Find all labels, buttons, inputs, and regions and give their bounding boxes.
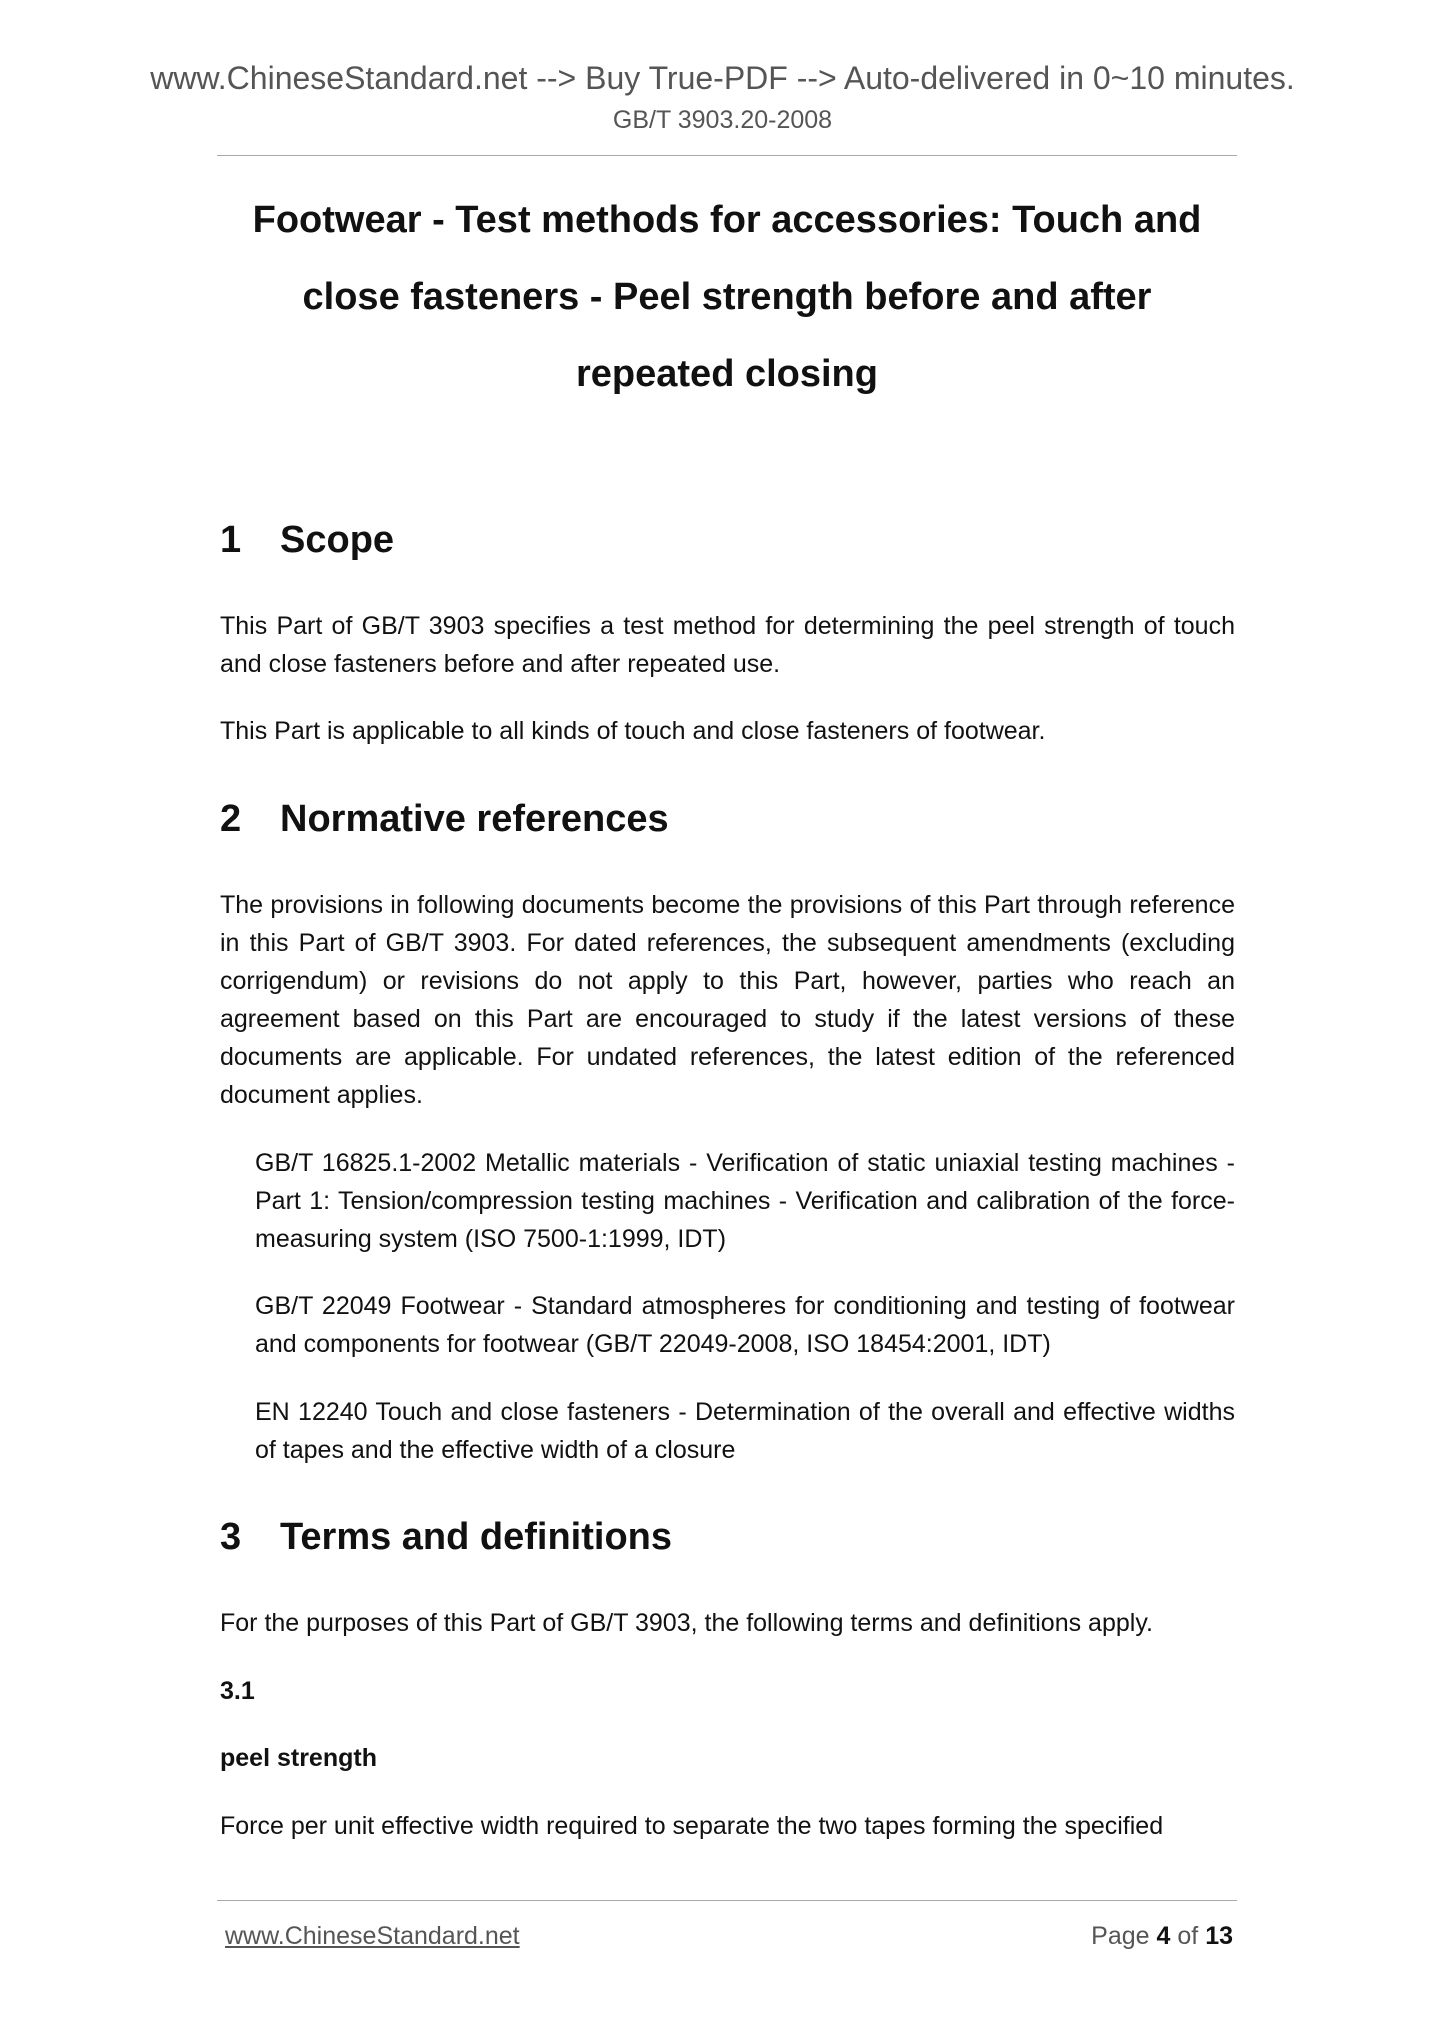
section-1-paragraph-1: This Part of GB/T 3903 specifies a test method for determining the peel strength of touch and close fasteners before and after repeated use. <box>220 612 1235 678</box>
section-1-title: Scope <box>280 519 395 561</box>
page-label: Page <box>1091 1922 1150 1950</box>
section-1-paragraph-2: This Part is applicable to all kinds of touch and close fasteners of footwear. <box>220 717 1046 745</box>
section-2-number: 2 <box>220 798 242 840</box>
section-3-title: Terms and definitions <box>280 1516 673 1558</box>
page-indicator <box>1091 1920 1233 1952</box>
document-title <box>217 182 1237 413</box>
term-name: peel strength <box>220 1744 377 1772</box>
reference-3: EN 12240 Touch and close fasteners - Determination of the overall and effective widths of tapes and the effective width of a closure <box>255 1398 1235 1464</box>
total-pages: 13 <box>1205 1922 1233 1950</box>
standard-number: GB/T 3903.20-2008 <box>612 106 833 134</box>
term-definition: Force per unit effective width required to separate the two tapes forming the specified <box>220 1812 1164 1840</box>
page-of-label: of <box>1177 1922 1199 1950</box>
title-line-2: close fasteners - Peel strength before and after <box>302 276 1152 318</box>
section-2-heading <box>220 797 669 841</box>
section-2-paragraph-1: The provisions in following documents become the provisions of this Part through reference in this Part of GB/T 3903. For dated references, the subsequent amendments (excluding corrigendum) or revisions do not apply to this Part, however, parties who reach an agreement based on this Part are encouraged to study if the latest versions of these documents are applicable. For undated references, the latest edition of the referenced document applies. <box>220 891 1235 1109</box>
current-page: 4 <box>1156 1922 1171 1950</box>
section-1-heading <box>220 518 394 562</box>
title-line-1: Footwear - Test methods for accessories: Touch and <box>252 199 1202 241</box>
section-3-heading <box>220 1515 672 1559</box>
section-2-title: Normative references <box>280 798 669 840</box>
header-divider <box>217 155 1237 156</box>
title-line-3: repeated closing <box>576 353 878 395</box>
section-3-paragraph-1: For the purposes of this Part of GB/T 3903, the following terms and definitions apply. <box>220 1609 1153 1637</box>
header-banner: www.ChineseStandard.net --> Buy True-PDF --> Auto-delivered in 0~10 minutes. <box>150 60 1295 96</box>
footer-divider <box>217 1900 1237 1901</box>
section-1-number: 1 <box>220 519 242 561</box>
section-3-number: 3 <box>220 1516 242 1558</box>
clause-number: 3.1 <box>220 1677 255 1705</box>
reference-1: GB/T 16825.1-2002 Metallic materials - Verification of static uniaxial testing machines - Part 1: Tension/compression testing machines - Verification and calibration of the force-measuring system (ISO 7500-1:1999, IDT) <box>255 1149 1235 1253</box>
reference-2: GB/T 22049 Footwear - Standard atmospheres for conditioning and testing of footwear and components for footwear (GB/T 22049-2008, ISO 18454:2001, IDT) <box>255 1292 1235 1358</box>
footer-site-link[interactable]: www.ChineseStandard.net <box>225 1922 520 1950</box>
